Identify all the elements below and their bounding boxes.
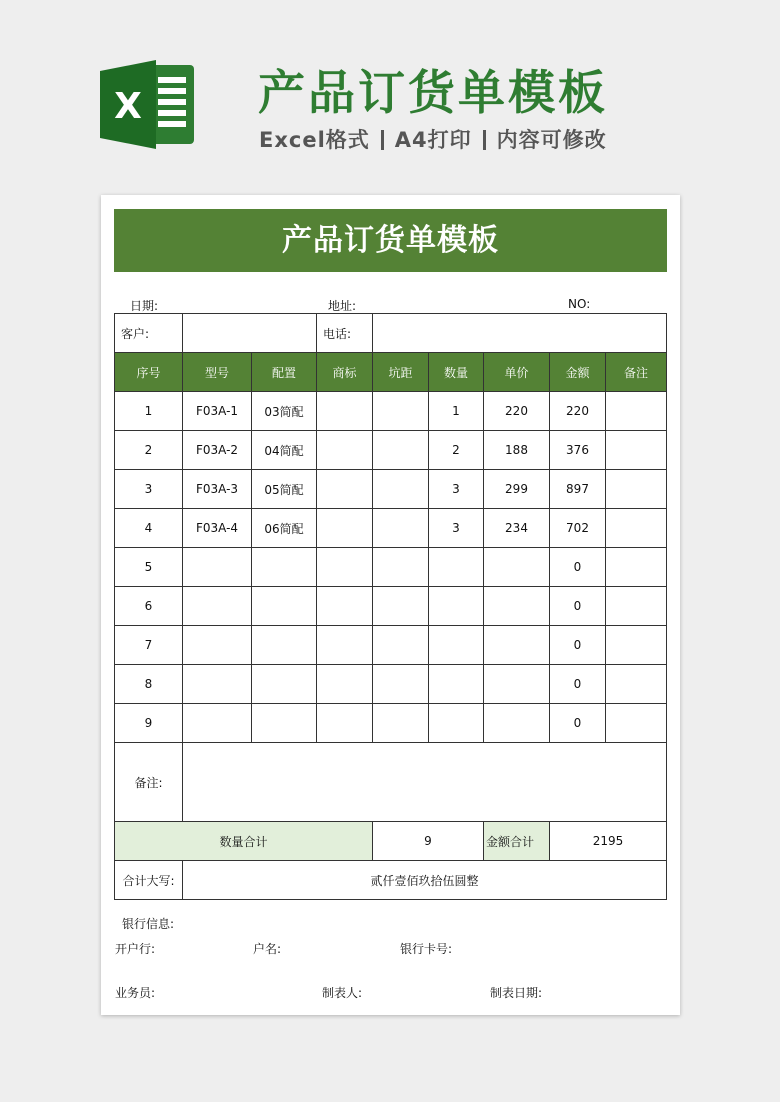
totals-row xyxy=(115,822,667,861)
model-cell[interactable] xyxy=(183,626,252,665)
quantity-cell[interactable]: 2 xyxy=(429,431,484,470)
model-cell[interactable] xyxy=(183,548,252,587)
amount-cell[interactable]: 220 xyxy=(550,392,606,431)
pitch-cell[interactable] xyxy=(373,587,429,626)
address-label: 地址: xyxy=(328,299,357,313)
table-row xyxy=(115,431,667,470)
model-cell[interactable]: F03A-2 xyxy=(183,431,252,470)
customer-field[interactable] xyxy=(183,314,317,353)
account-name-label: 户名: xyxy=(253,942,282,956)
page-title: 产品订货单模板 xyxy=(258,66,608,121)
brand-cell[interactable] xyxy=(317,392,373,431)
amount-total-label: 金额合计 xyxy=(484,822,550,861)
row-index: 8 xyxy=(115,665,183,704)
brand-cell[interactable] xyxy=(317,548,373,587)
row-index: 2 xyxy=(115,431,183,470)
brand-cell[interactable] xyxy=(317,431,373,470)
maker-label: 制表人: xyxy=(322,986,363,1000)
quantity-cell[interactable]: 1 xyxy=(429,392,484,431)
capital-row xyxy=(115,861,667,900)
unit-price-cell[interactable]: 299 xyxy=(484,470,550,509)
config-cell[interactable] xyxy=(252,587,317,626)
phone-label: 电话: xyxy=(317,314,373,353)
model-cell[interactable] xyxy=(183,704,252,743)
table-row xyxy=(115,665,667,704)
pitch-cell[interactable] xyxy=(373,665,429,704)
table-row xyxy=(115,587,667,626)
table-row xyxy=(115,704,667,743)
qty-total-value[interactable]: 9 xyxy=(373,822,484,861)
brand-cell[interactable] xyxy=(317,626,373,665)
phone-field[interactable] xyxy=(373,314,667,353)
column-header: 配置 xyxy=(252,353,317,392)
brand-cell[interactable] xyxy=(317,665,373,704)
unit-price-cell[interactable] xyxy=(484,626,550,665)
quantity-cell[interactable]: 3 xyxy=(429,470,484,509)
unit-price-cell[interactable] xyxy=(484,548,550,587)
capital-label: 合计大写: xyxy=(115,861,183,900)
amount-cell[interactable]: 0 xyxy=(550,704,606,743)
remark-cell[interactable] xyxy=(606,704,667,743)
amount-cell[interactable]: 376 xyxy=(550,431,606,470)
table-row xyxy=(115,470,667,509)
brand-cell[interactable] xyxy=(317,704,373,743)
column-header: 型号 xyxy=(183,353,252,392)
table-row xyxy=(115,548,667,587)
amount-cell[interactable]: 0 xyxy=(550,665,606,704)
table-row xyxy=(115,509,667,548)
model-cell[interactable] xyxy=(183,665,252,704)
excel-logo-icon xyxy=(100,57,200,152)
quantity-cell[interactable] xyxy=(429,704,484,743)
amount-cell[interactable]: 702 xyxy=(550,509,606,548)
remark-cell[interactable] xyxy=(606,548,667,587)
brand-cell[interactable] xyxy=(317,509,373,548)
unit-price-cell[interactable]: 234 xyxy=(484,509,550,548)
column-header: 备注 xyxy=(606,353,667,392)
card-number-label: 银行卡号: xyxy=(400,942,453,956)
bank-label: 开户行: xyxy=(115,942,156,956)
model-cell[interactable]: F03A-3 xyxy=(183,470,252,509)
remark-cell[interactable] xyxy=(606,509,667,548)
item-rows xyxy=(115,392,667,743)
quantity-cell[interactable] xyxy=(429,665,484,704)
remark-cell[interactable] xyxy=(606,665,667,704)
config-cell[interactable] xyxy=(252,665,317,704)
subtitle-print: A4打印 xyxy=(394,128,472,152)
column-header: 序号 xyxy=(115,353,183,392)
date-label: 日期: xyxy=(130,299,159,313)
pitch-cell[interactable] xyxy=(373,626,429,665)
row-index: 9 xyxy=(115,704,183,743)
logo-letter: X xyxy=(114,86,142,127)
config-cell[interactable] xyxy=(252,704,317,743)
config-cell[interactable]: 06简配 xyxy=(252,509,317,548)
page-subtitle xyxy=(259,124,607,154)
pitch-cell[interactable] xyxy=(373,509,429,548)
config-cell[interactable]: 05简配 xyxy=(252,470,317,509)
subtitle-format: Excel格式 xyxy=(259,128,370,152)
column-header: 单价 xyxy=(484,353,550,392)
unit-price-cell[interactable]: 188 xyxy=(484,431,550,470)
make-date-label: 制表日期: xyxy=(490,986,543,1000)
column-header: 商标 xyxy=(317,353,373,392)
unit-price-cell[interactable]: 220 xyxy=(484,392,550,431)
amount-cell[interactable]: 0 xyxy=(550,548,606,587)
config-cell[interactable] xyxy=(252,626,317,665)
config-cell[interactable]: 04简配 xyxy=(252,431,317,470)
model-cell[interactable]: F03A-4 xyxy=(183,509,252,548)
config-cell[interactable] xyxy=(252,548,317,587)
quantity-cell[interactable] xyxy=(429,587,484,626)
subtitle-editable: 内容可修改 xyxy=(496,128,607,152)
pitch-cell[interactable] xyxy=(373,470,429,509)
quantity-cell[interactable] xyxy=(429,626,484,665)
remark-cell[interactable] xyxy=(606,587,667,626)
brand-cell[interactable] xyxy=(317,587,373,626)
subtitle-divider xyxy=(483,130,486,150)
column-header: 金额 xyxy=(550,353,606,392)
pitch-cell[interactable] xyxy=(373,704,429,743)
config-cell[interactable]: 03简配 xyxy=(252,392,317,431)
salesman-label: 业务员: xyxy=(115,986,156,1000)
table-row xyxy=(115,392,667,431)
column-header: 数量 xyxy=(429,353,484,392)
notes-row xyxy=(115,743,667,822)
column-header: 坑距 xyxy=(373,353,429,392)
unit-price-cell[interactable] xyxy=(484,704,550,743)
page-header xyxy=(0,0,780,190)
remark-cell[interactable] xyxy=(606,392,667,431)
customer-row xyxy=(115,314,667,353)
pitch-cell[interactable] xyxy=(373,548,429,587)
notes-label: 备注: xyxy=(115,743,183,822)
row-index: 6 xyxy=(115,587,183,626)
unit-price-cell[interactable] xyxy=(484,587,550,626)
amount-cell[interactable]: 897 xyxy=(550,470,606,509)
amount-total-value[interactable]: 2195 xyxy=(550,822,667,861)
remark-cell[interactable] xyxy=(606,470,667,509)
table-header-row xyxy=(115,353,667,392)
order-banner-title: 产品订货单模板 xyxy=(114,209,667,272)
bank-info-label: 银行信息: xyxy=(122,917,175,931)
model-cell[interactable] xyxy=(183,587,252,626)
qty-total-label: 数量合计 xyxy=(115,822,373,861)
remark-cell[interactable] xyxy=(606,626,667,665)
amount-cell[interactable]: 0 xyxy=(550,587,606,626)
row-index: 1 xyxy=(115,392,183,431)
notes-field[interactable] xyxy=(183,743,667,822)
capital-value[interactable]: 贰仟壹佰玖拾伍圆整 xyxy=(183,861,667,900)
row-index: 4 xyxy=(115,509,183,548)
table-row xyxy=(115,626,667,665)
customer-label: 客户: xyxy=(115,314,183,353)
subtitle-divider xyxy=(381,130,384,150)
quantity-cell[interactable]: 3 xyxy=(429,509,484,548)
pitch-cell[interactable] xyxy=(373,431,429,470)
amount-cell[interactable]: 0 xyxy=(550,626,606,665)
quantity-cell[interactable] xyxy=(429,548,484,587)
remark-cell[interactable] xyxy=(606,431,667,470)
pitch-cell[interactable] xyxy=(373,392,429,431)
model-cell[interactable]: F03A-1 xyxy=(183,392,252,431)
no-label: NO: xyxy=(568,297,591,311)
unit-price-cell[interactable] xyxy=(484,665,550,704)
brand-cell[interactable] xyxy=(317,470,373,509)
row-index: 5 xyxy=(115,548,183,587)
row-index: 3 xyxy=(115,470,183,509)
order-table xyxy=(114,313,667,900)
row-index: 7 xyxy=(115,626,183,665)
